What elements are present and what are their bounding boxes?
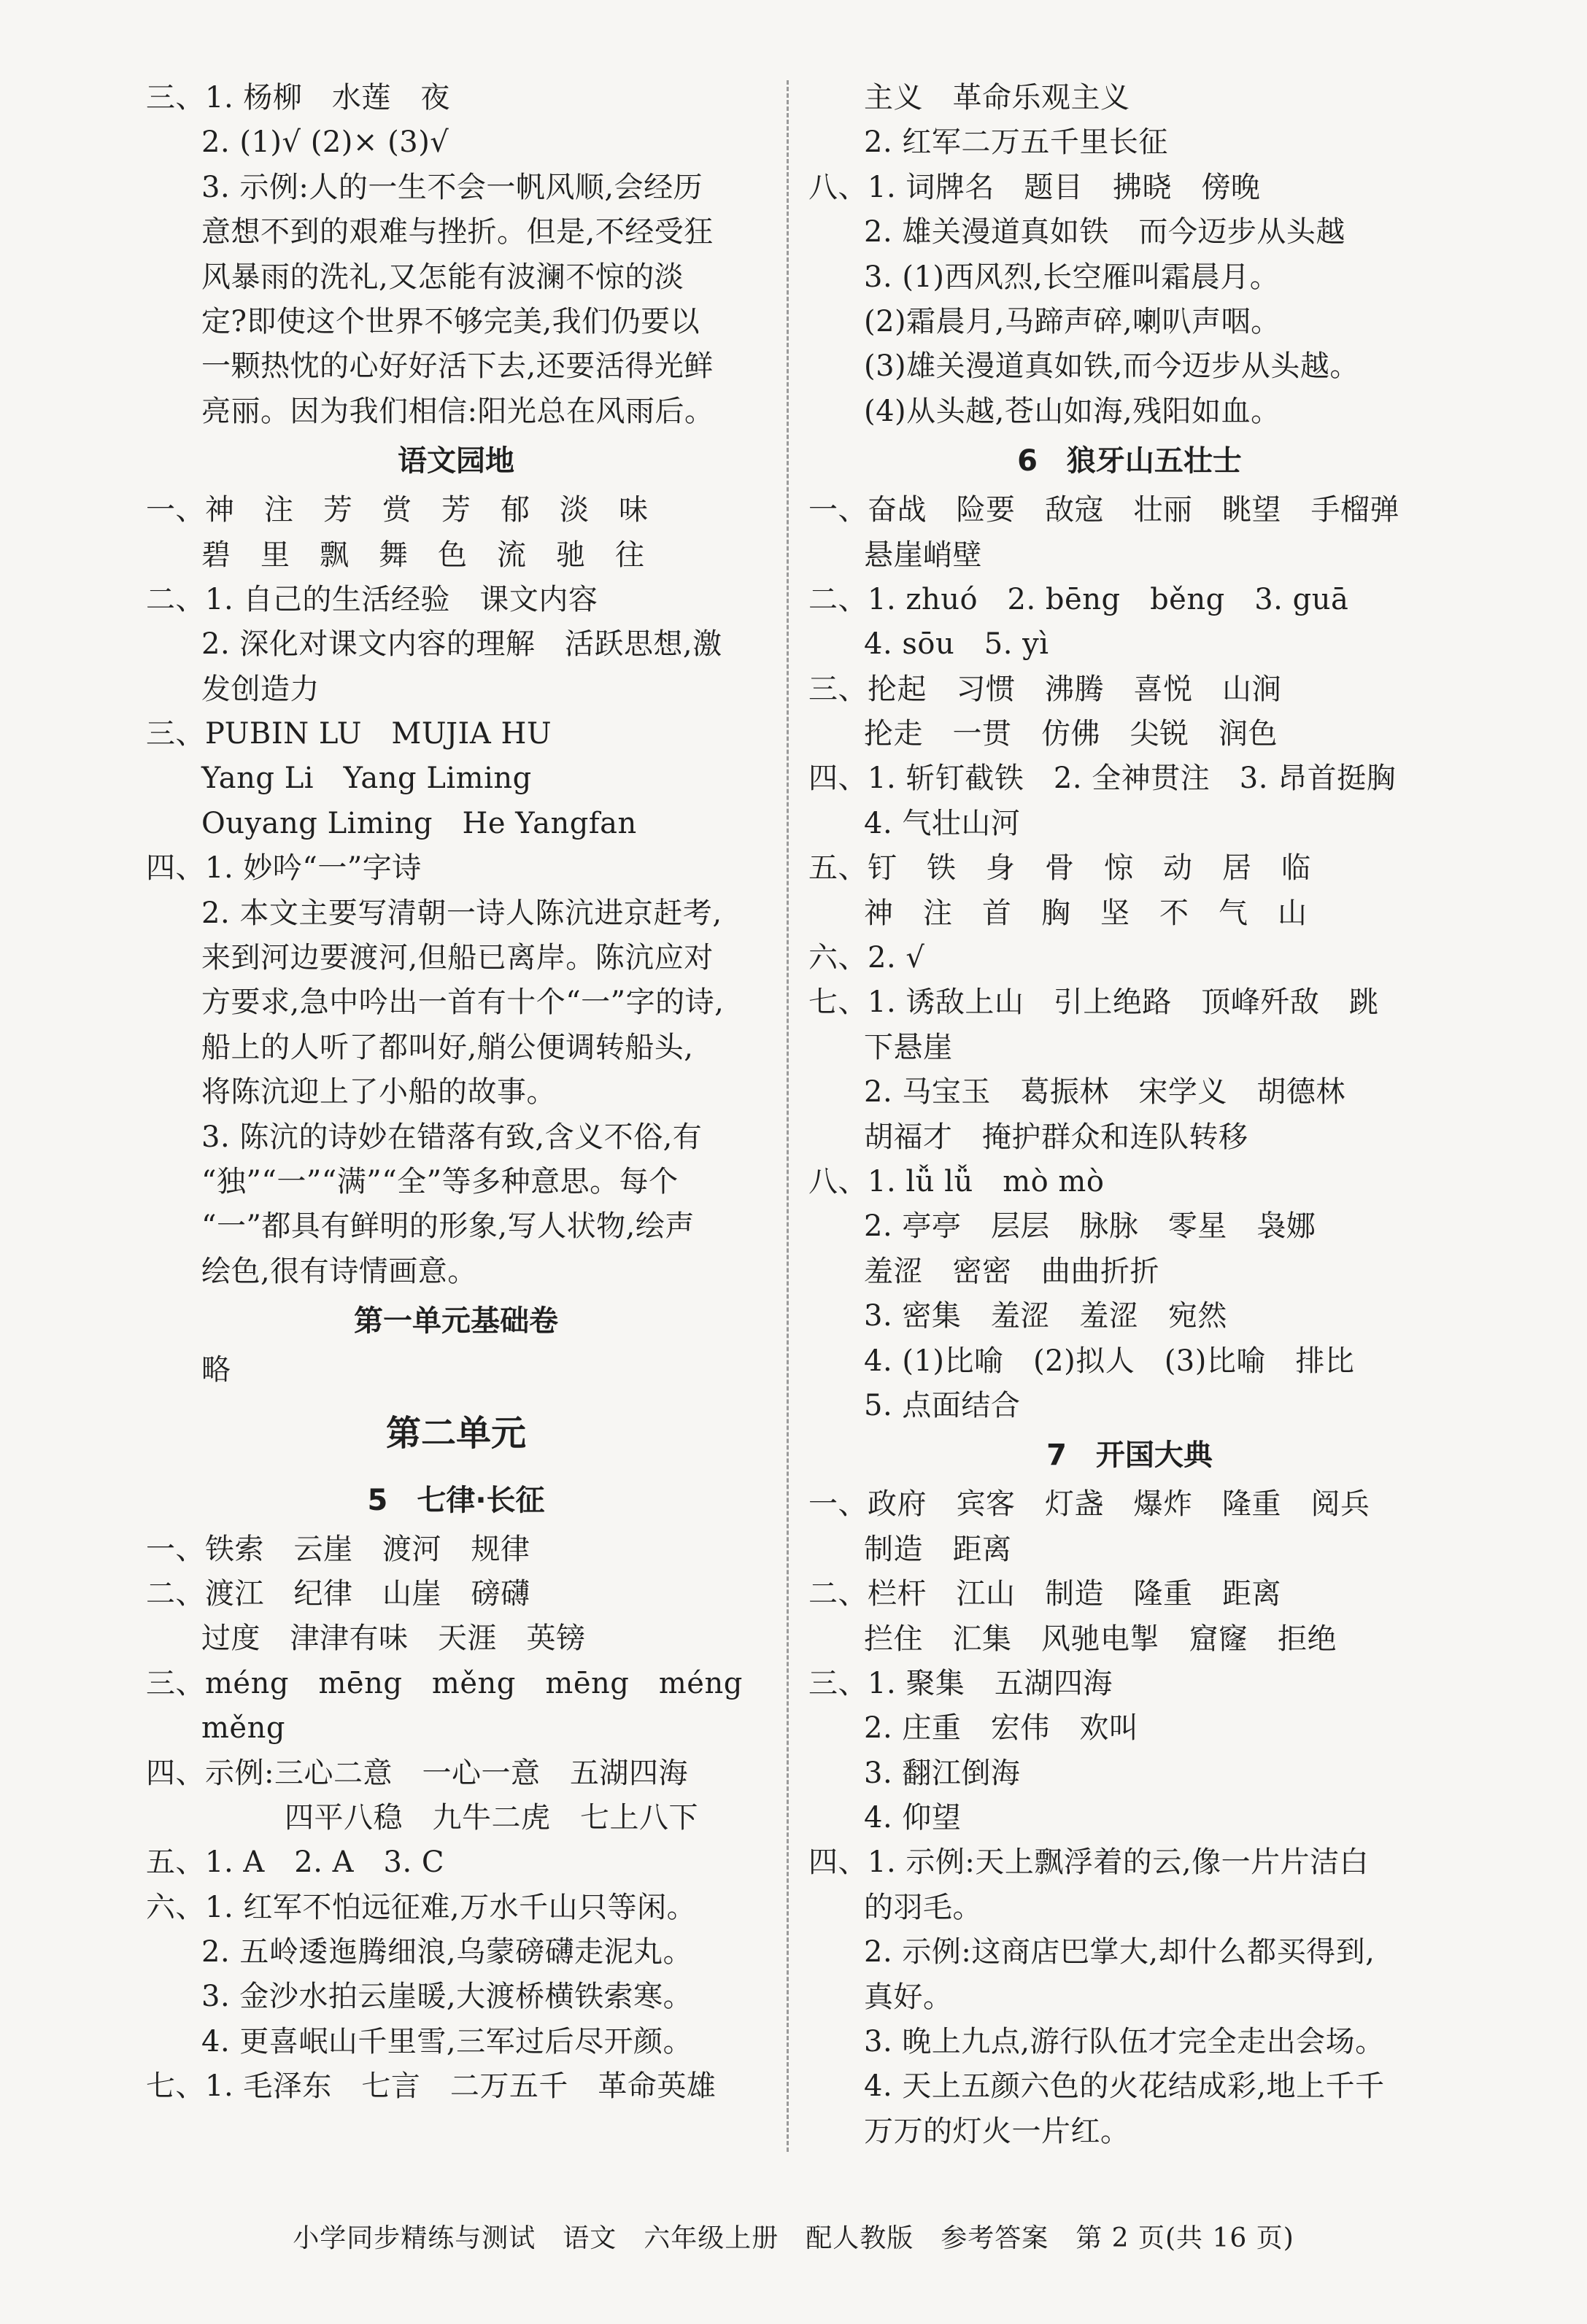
answer-line: 绘色,很有诗情画意。 <box>201 1254 477 1288</box>
answer-line: 4. 仰望 <box>864 1801 962 1835</box>
page-footer: 小学同步精练与测试 语文 六年级上册 配人教版 参考答案 第 2 页(共 16 页) <box>293 2223 1294 2253</box>
answer-line: “独”“一”“满”“全”等多种意思。每个 <box>201 1164 679 1198</box>
answer-line: 五、1. A 2. A 3. C <box>146 1845 445 1880</box>
answer-line: 四、1. 妙吟“一”字诗 <box>146 851 422 886</box>
answer-line: 2. 庄重 宏伟 欢叫 <box>864 1711 1139 1746</box>
answer-line: 3. 陈沆的诗妙在错落有致,含义不俗,有 <box>201 1120 703 1154</box>
answer-line: 2. 示例:这商店巴掌大,却什么都买得到, <box>864 1935 1375 1969</box>
answer-line: 3. 翻江倒海 <box>864 1756 1021 1790</box>
answer-line: “一”都具有鲜明的形象,写人状物,绘声 <box>201 1209 695 1244</box>
answer-line: 五、钉 铁 身 骨 惊 动 居 临 <box>808 851 1311 886</box>
answer-line: 2. 五岭逶迤腾细浪,乌蒙磅礴走泥丸。 <box>201 1935 693 1969</box>
answer-line: 一颗热忱的心好好活下去,还要活得光鲜 <box>201 349 714 384</box>
answer-line: 三、1. 聚集 五湖四海 <box>808 1666 1113 1700</box>
section-heading: 7 开国大典 <box>1046 1438 1213 1473</box>
answer-line: 一、政府 宾客 灯盏 爆炸 隆重 阅兵 <box>808 1487 1370 1522</box>
answer-line: 略 <box>201 1353 231 1387</box>
answer-line: 将陈沆迎上了小船的故事。 <box>201 1075 556 1109</box>
answer-line: 4. sōu 5. yì <box>864 627 1049 662</box>
answer-line: 七、1. 诱敌上山 引上绝路 顶峰歼敌 跳 <box>808 985 1379 1020</box>
answer-line: (4)从头越,苍山如海,残阳如血。 <box>864 394 1281 428</box>
answer-line: 八、1. 词牌名 题目 拂晓 傍晚 <box>808 170 1261 204</box>
answer-line: 拦住 汇集 风驰电掣 窟窿 拒绝 <box>864 1622 1337 1656</box>
answer-line: 3. 密集 羞涩 羞涩 宛然 <box>864 1299 1227 1333</box>
answer-line: 胡福才 掩护群众和连队转移 <box>864 1120 1248 1154</box>
answer-line: 二、1. zhuó 2. bēng běng 3. guā <box>808 582 1349 616</box>
section-heading: 6 狼牙山五壮士 <box>1017 444 1242 479</box>
answer-line: Yang Li Yang Liming <box>201 762 532 796</box>
answer-line: 来到河边要渡河,但船已离岸。陈沆应对 <box>201 941 714 975</box>
section-heading: 第一单元基础卷 <box>354 1304 558 1339</box>
answer-line: 2. 雄关漫道真如铁 而今迈步从头越 <box>864 215 1345 249</box>
answer-line: 羞涩 密密 曲曲折折 <box>864 1254 1159 1288</box>
answer-line: 三、PUBIN LU MUJIA HU <box>146 717 552 751</box>
answer-line: 三、抡起 习惯 沸腾 喜悦 山涧 <box>808 672 1281 706</box>
answer-line: (2)霜晨月,马蹄声碎,喇叭声咽。 <box>864 304 1281 338</box>
answer-line: 4. 气壮山河 <box>864 806 1021 840</box>
answer-line: 七、1. 毛泽东 七言 二万五千 革命英雄 <box>146 2069 717 2104</box>
answer-line: 2. 深化对课文内容的理解 活跃思想,激 <box>201 627 722 662</box>
answer-line: 四、示例:三心二意 一心一意 五湖四海 <box>146 1756 688 1790</box>
answer-line: 神 注 首 胸 坚 不 气 山 <box>864 896 1308 930</box>
answer-line: 3. 金沙水拍云崖暖,大渡桥横铁索寒。 <box>201 1980 693 2014</box>
answer-line: 意想不到的艰难与挫折。但是,不经受狂 <box>201 215 714 249</box>
answer-line: 3. (1)西风烈,长空雁叫霜晨月。 <box>864 260 1280 294</box>
answer-line: 一、神 注 芳 赏 芳 郁 淡 味 <box>146 493 649 527</box>
answer-line: 主义 革命乐观主义 <box>864 81 1130 115</box>
answer-line: 四、1. 示例:天上飘浮着的云,像一片片洁白 <box>808 1845 1370 1880</box>
answer-line: 二、栏杆 江山 制造 隆重 距离 <box>808 1577 1281 1611</box>
answer-line: 2. 红军二万五千里长征 <box>864 125 1168 160</box>
column-divider <box>787 80 789 2152</box>
answer-line: 4. 天上五颜六色的火花结成彩,地上千千 <box>864 2069 1385 2104</box>
answer-line: 抡走 一贯 仿佛 尖锐 润色 <box>864 717 1278 751</box>
unit-heading: 第二单元 <box>385 1412 526 1454</box>
answer-line: 的羽毛。 <box>864 1890 982 1924</box>
answer-line: 方要求,急中吟出一首有十个“一”字的诗, <box>201 985 725 1020</box>
answer-line: 3. 示例:人的一生不会一帆风顺,会经历 <box>201 170 703 204</box>
answer-line: 真好。 <box>864 1980 953 2014</box>
answer-line: 亮丽。因为我们相信:阳光总在风雨后。 <box>201 394 714 428</box>
answer-line: 六、2. √ <box>808 941 925 975</box>
answer-line: 5. 点面结合 <box>864 1388 1021 1422</box>
answer-line: 制造 距离 <box>864 1532 1012 1566</box>
answer-line: 四、1. 斩钉截铁 2. 全神贯注 3. 昂首挺胸 <box>808 762 1397 796</box>
answer-line: měng <box>201 1711 285 1746</box>
answer-line: 六、1. 红军不怕远征难,万水千山只等闲。 <box>146 1890 697 1924</box>
answer-line: 2. 马宝玉 葛振林 宋学义 胡德林 <box>864 1075 1345 1109</box>
left-column <box>146 76 766 2110</box>
answer-line: 四平八稳 九牛二虎 七上八下 <box>285 1800 698 1835</box>
answer-line: 2. 本文主要写清朝一诗人陈沆进京赶考, <box>201 896 722 930</box>
answer-line: 下悬崖 <box>864 1030 953 1064</box>
answer-line: 八、1. lǚ lǚ mò mò <box>808 1164 1105 1198</box>
answer-line: 万万的灯火一片红。 <box>864 2114 1130 2148</box>
answer-line: 2. 亭亭 层层 脉脉 零星 袅娜 <box>864 1209 1316 1244</box>
answer-line: Ouyang Liming He Yangfan <box>201 806 637 840</box>
answer-line: 发创造力 <box>201 672 320 706</box>
answer-line: 4. (1)比喻 (2)拟人 (3)比喻 排比 <box>864 1344 1355 1378</box>
section-heading: 5 七律·长征 <box>367 1483 545 1517</box>
answer-line: 2. (1)√ (2)× (3)√ <box>201 125 449 160</box>
answer-line: 4. 更喜岷山千里雪,三军过后尽开颜。 <box>201 2024 693 2058</box>
answer-line: 船上的人听了都叫好,艄公便调转船头, <box>201 1030 694 1064</box>
answer-line: 三、1. 杨柳 水莲 夜 <box>146 81 450 115</box>
answer-line: 过度 津津有味 天涯 英镑 <box>201 1622 586 1656</box>
answer-line: 二、渡江 纪律 山崖 磅礴 <box>146 1576 530 1611</box>
answer-line: 悬崖峭壁 <box>864 538 982 572</box>
section-heading: 语文园地 <box>398 444 514 479</box>
right-column <box>808 76 1451 2154</box>
answer-line: 一、奋战 险要 敌寇 壮丽 眺望 手榴弹 <box>808 493 1399 527</box>
answer-line: 定?即使这个世界不够完美,我们仍要以 <box>201 304 700 338</box>
answer-line: 风暴雨的洗礼,又怎能有波澜不惊的淡 <box>201 260 684 294</box>
answer-line: 一、铁索 云崖 渡河 规律 <box>146 1532 530 1566</box>
answer-line: 二、1. 自己的生活经验 课文内容 <box>146 582 598 616</box>
answer-line: 碧 里 飘 舞 色 流 驰 往 <box>201 538 645 572</box>
answer-line: 3. 晚上九点,游行队伍才完全走出会场。 <box>864 2025 1385 2059</box>
answer-line: (3)雄关漫道真如铁,而今迈步从头越。 <box>864 349 1359 384</box>
answer-line: 三、méng mēng měng mēng méng <box>146 1666 743 1700</box>
